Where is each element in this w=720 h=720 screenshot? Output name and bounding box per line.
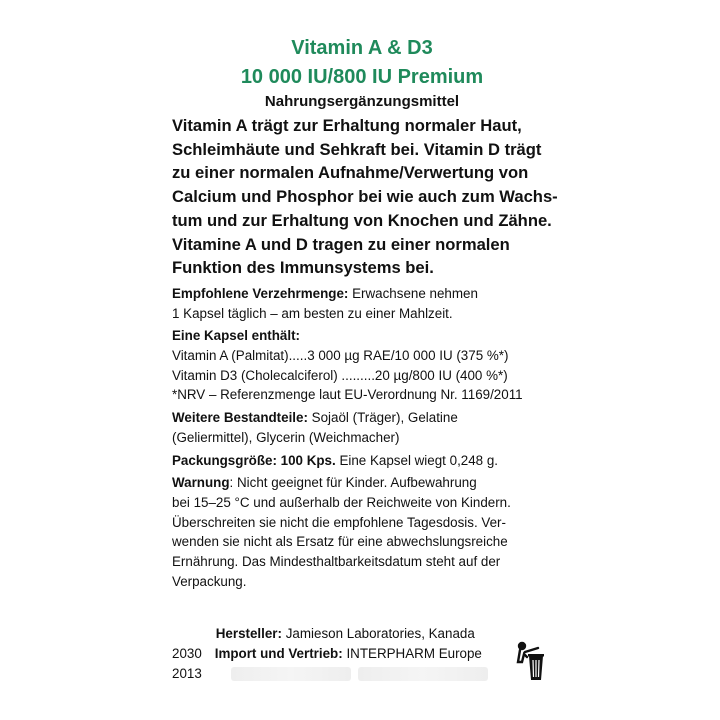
- claim-line: Vitamin A trägt zur Erhaltung normaler Haut,: [172, 116, 522, 135]
- claim-line: zu einer normalen Aufnahme/Verwertung von: [172, 163, 529, 183]
- trash-bin-icon: [516, 640, 546, 682]
- warning-text: bei 15–25 °C und außerhalb der Reichweite von Kindern.: [172, 494, 511, 510]
- subtitle: Nahrungsergänzungsmittel: [264, 93, 460, 110]
- ingredients-section: [172, 408, 552, 447]
- warning-text: Ernährung. Das Mindesthaltbarkeitsdatum steht auf der: [172, 554, 501, 570]
- redacted-address: [231, 667, 351, 681]
- import-text: INTERPHARM Europe: [346, 646, 482, 661]
- nrv-note: *NRV – Referenzmenge laut EU-Verordnung Nr. 1169/2011: [172, 387, 523, 403]
- dosage-text: 1 Kapsel täglich – am besten zu einer Mahlzeit.: [172, 305, 453, 321]
- warning-section: [172, 473, 552, 591]
- code-2030: 2030: [172, 646, 202, 661]
- claim-line: Schleimhäute und Sehkraft bei. Vitamin D trägt: [172, 139, 542, 159]
- claim-line: Funktion des Immunsystems bei.: [172, 258, 434, 278]
- capsule-section: [172, 326, 552, 405]
- warning-heading: Warnung: [172, 475, 230, 491]
- redacted-address: [358, 667, 488, 681]
- capsule-row-vitamin-a: Vitamin A (Palmitat).....3 000 µg RAE/10 000 IU (375 %*): [172, 348, 509, 364]
- ingredients-heading: Weitere Bestandteile:: [172, 410, 308, 426]
- capsule-row-vitamin-d3: Vitamin D3 (Cholecalciferol) .........20 µg/800 IU (400 %*): [172, 367, 508, 383]
- title-line-2: 10 000 IU/800 IU Premium: [240, 66, 484, 88]
- title-line-1: Vitamin A & D3: [291, 37, 433, 59]
- capsule-heading: Eine Kapsel enthält:: [172, 328, 300, 344]
- claim-line: tum und zur Erhaltung von Knochen und Zähne.: [172, 210, 552, 230]
- dosage-text: Erwachsene nehmen: [352, 285, 478, 301]
- ingredients-text: Sojaöl (Träger), Gelatine: [311, 410, 458, 426]
- claim-line: Calcium und Phosphor bei wie auch zum Wachs-: [172, 187, 558, 207]
- import-heading: Import und Vertrieb:: [214, 646, 343, 661]
- dosage-section: [172, 284, 552, 323]
- package-section: [172, 451, 552, 471]
- code-2013: 2013: [172, 666, 202, 681]
- health-claim: [172, 114, 558, 280]
- manufacturer-heading: Hersteller:: [215, 626, 282, 641]
- package-heading: Packungsgröße: 100 Kps.: [172, 452, 336, 468]
- warning-text: wenden sie nicht als Ersatz für eine abwechslungsreiche: [172, 534, 508, 550]
- manufacturer-section: [172, 624, 552, 684]
- warning-text: Überschreiten sie nicht die empfohlene Tagesdosis. Ver-: [172, 514, 506, 530]
- manufacturer-text: Jamieson Laboratories, Kanada: [285, 626, 475, 641]
- claim-line: Vitamine A und D tragen zu einer normalen: [172, 234, 510, 254]
- dosage-heading: Empfohlene Verzehrmenge:: [172, 285, 349, 301]
- warning-text: Verpackung.: [172, 573, 247, 589]
- warning-text: : Nicht geeignet für Kinder. Aufbewahrung: [229, 475, 477, 491]
- ingredients-text: (Geliermittel), Glycerin (Weichmacher): [172, 429, 400, 445]
- product-label: [172, 34, 558, 594]
- package-text: Eine Kapsel wiegt 0,248 g.: [339, 452, 499, 468]
